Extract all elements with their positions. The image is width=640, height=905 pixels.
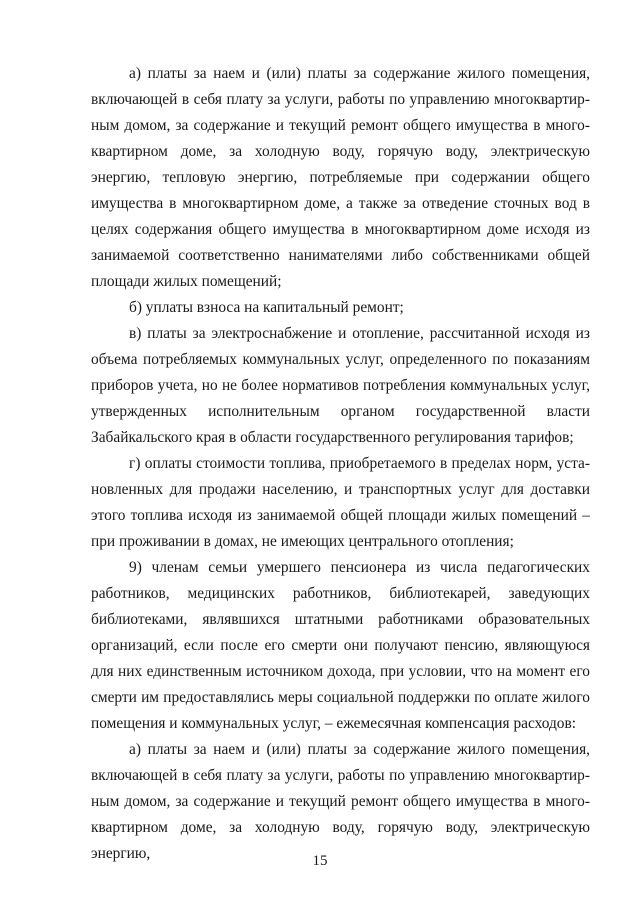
paragraph-v-electricity-heating: в) платы за электроснабжение и отопление, рассчитанной исходя из объема потребляемых коммунальных услуг, определенного по показаниям приборов учета, но не более нормативов потребления коммунальных услуг, утвержденных исполнительным органом государственной власти Забайкальского края в области государственного регулирования тарифов; xyxy=(91,325,590,446)
paragraph-b-capital-repair: б) уплаты взноса на капитальный ремонт; xyxy=(129,299,404,316)
paragraph-9-family-members: 9) членам семьи умершего пенсионера из числа педагогических работников, медицинских работников, библиотекарей, заведующих библиотеками, являвшихся штатными работниками образовательных организаций, если после его смерти они получают пенсию, являющуюся для них единственным источником дохода, при условии, что на момент его смерти им предоставлялись меры социальной поддержки по оплате жилого помещения и коммунальных услуг, – ежемесячная компенсация расходов: xyxy=(91,559,590,732)
page-number: 15 xyxy=(312,853,328,869)
paragraph-a-housing-payment: а) платы за наем и (или) платы за содержание жилого помещения, включающей в себя плату за услуги, работы по управлению многоквартирным домом, за содержание и текущий ремонт общего имущества в многоквартирном доме, за холодную воду, горячую воду, электрическую энергию, тепловую энергию, потребляемые при содержании общего имущества в многоквартирном доме, а также за отведение сточных вод в целях содержания общего имущества в многоквартирном доме исходя из занимаемой соответственно нанимателями либо собственниками общей площади жилых помещений; xyxy=(91,65,590,290)
paragraph-a-housing-payment-repeat: а) платы за наем и (или) платы за содержание жилого помещения, включающей в себя плату за услуги, работы по управлению многоквартирным домом, за содержание и текущий ремонт общего имущества в многоквартирном доме, за холодную воду, горячую воду, электрическую энергию, xyxy=(91,741,590,862)
page-body xyxy=(91,61,590,867)
paragraph-g-fuel-cost: г) оплаты стоимости топлива, приобретаемого в пределах норм, установленных для продажи населению, и транспортных услуг для доставки этого топлива исходя из занимаемой общей площади жилых помещений – при проживании в домах, не имеющих центрального отопления; xyxy=(91,455,590,550)
